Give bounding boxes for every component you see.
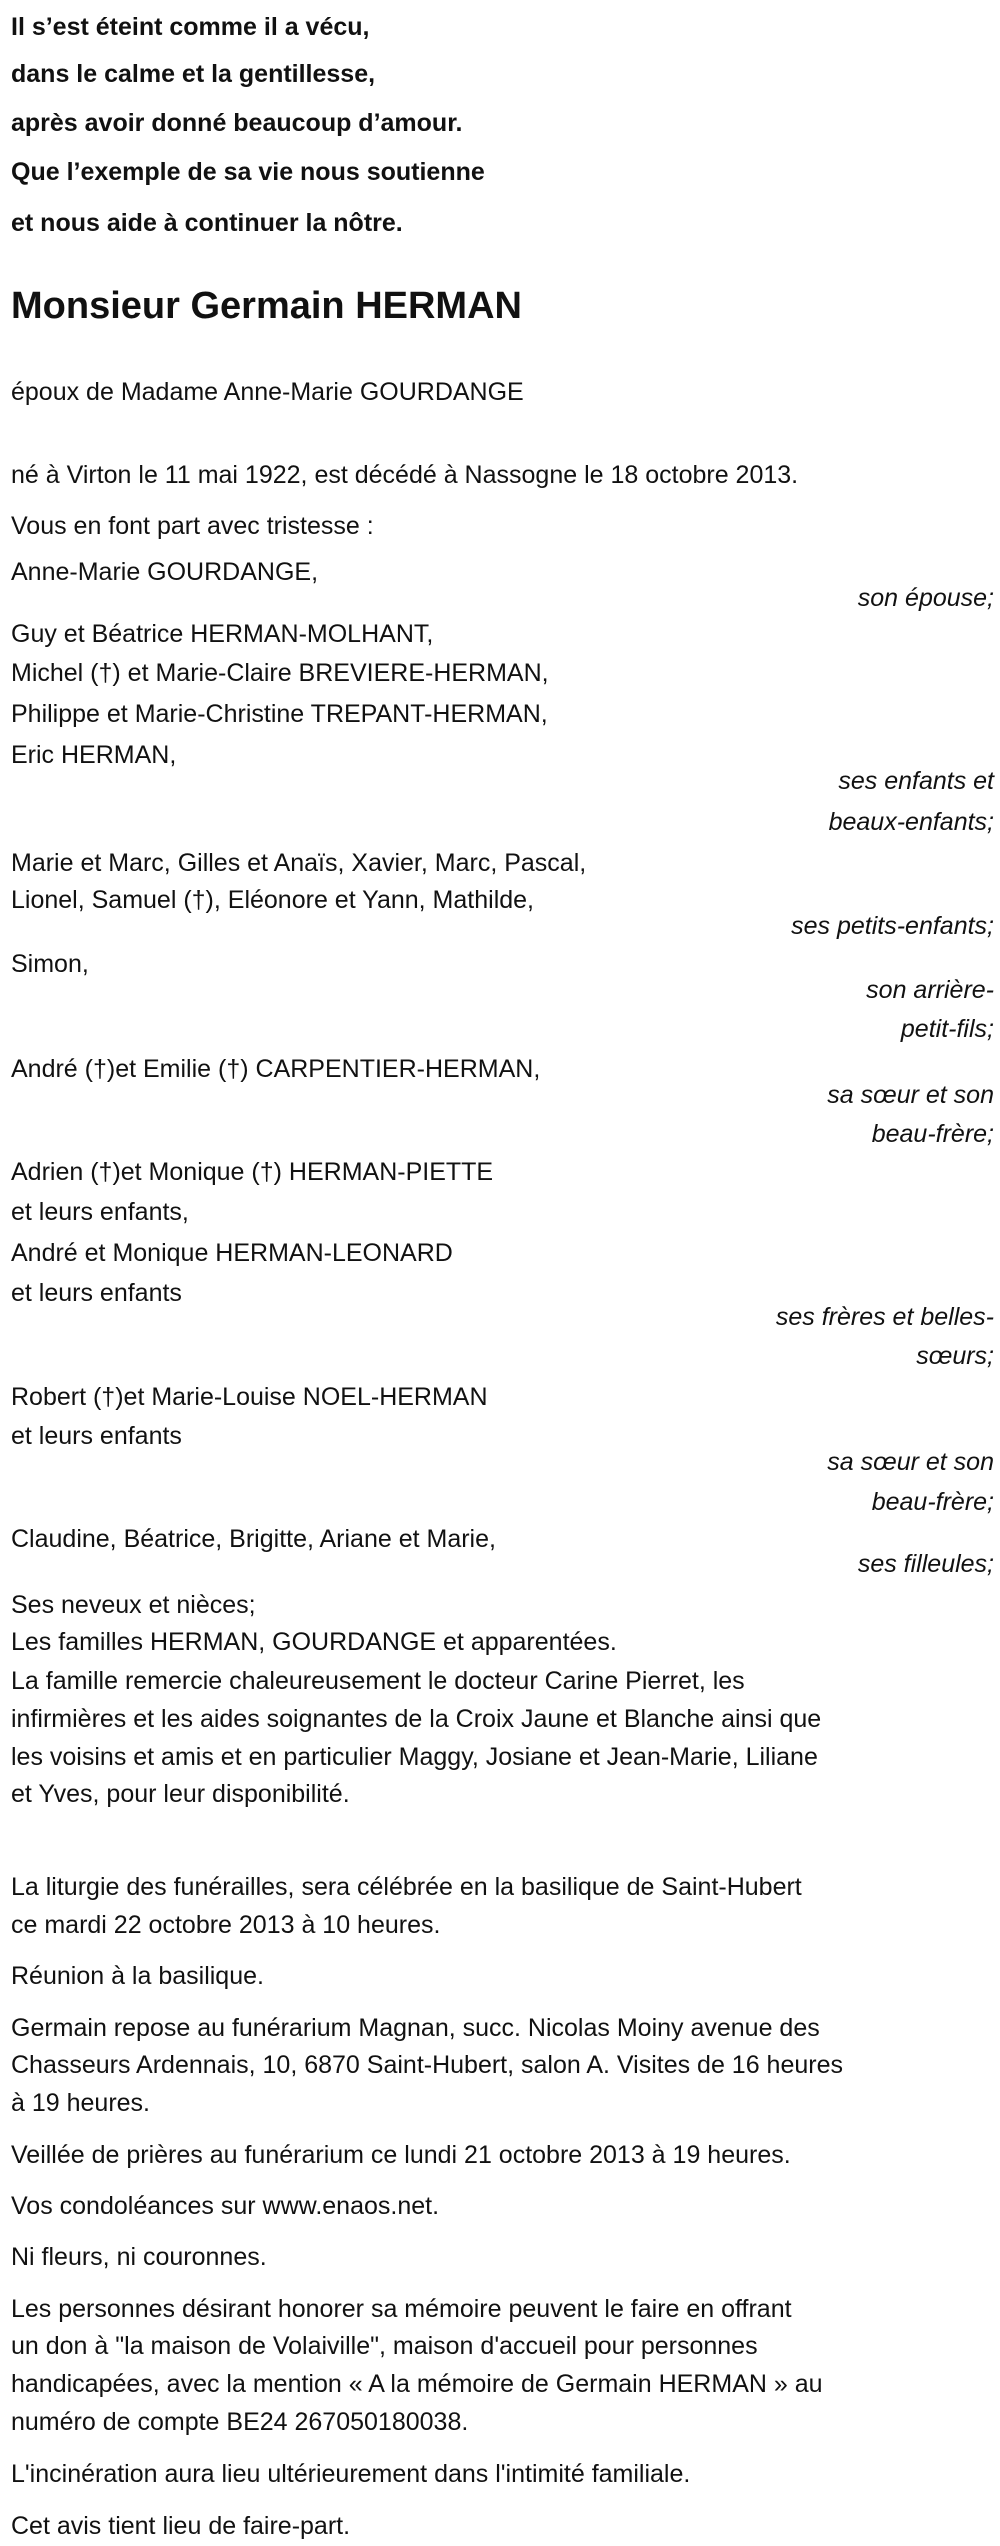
family-member-line: André (†)et Emilie (†) CARPENTIER-HERMAN,: [11, 1055, 541, 1083]
body-text-line: L'incinération aura lieu ultérieurement dans l'intimité familiale.: [11, 2460, 691, 2488]
body-text-line: Veillée de prières au funérarium ce lundi 21 octobre 2013 à 19 heures.: [11, 2141, 791, 2169]
family-member-line: Michel (†) et Marie-Claire BREVIERE-HERMAN,: [11, 659, 549, 687]
body-text-line: Les personnes désirant honorer sa mémoire peuvent le faire en offrant: [11, 2295, 792, 2323]
body-text-line: à 19 heures.: [11, 2089, 150, 2117]
body-text-line: Ses neveux et nièces;: [11, 1591, 256, 1619]
body-text-line: ce mardi 22 octobre 2013 à 10 heures.: [11, 1911, 441, 1939]
spouse-line: époux de Madame Anne-Marie GOURDANGE: [11, 378, 524, 406]
family-relation-label: son épouse;: [857, 584, 994, 612]
body-text-line: Vos condoléances sur www.enaos.net.: [11, 2192, 440, 2220]
family-member-line: Adrien (†)et Monique (†) HERMAN-PIETTE: [11, 1158, 494, 1186]
family-relation-label: beaux-enfants;: [828, 808, 994, 836]
family-member-line: et leurs enfants: [11, 1422, 182, 1450]
body-text-line: Germain repose au funérarium Magnan, succ. Nicolas Moiny avenue des: [11, 2014, 820, 2042]
family-relation-label: ses frères et belles-: [775, 1303, 994, 1331]
poem-line: après avoir donné beaucoup d’amour.: [11, 109, 463, 137]
intro-line: Vous en font part avec tristesse :: [11, 512, 374, 540]
body-text-line: La famille remercie chaleureusement le docteur Carine Pierret, les: [11, 1667, 745, 1695]
body-text-line: Réunion à la basilique.: [11, 1962, 264, 1990]
family-member-line: Marie et Marc, Gilles et Anaïs, Xavier, Marc, Pascal,: [11, 849, 587, 877]
body-text-line: un don à "la maison de Volaiville", maison d'accueil pour personnes: [11, 2332, 758, 2360]
family-relation-label: sa sœur et son: [827, 1081, 994, 1109]
family-relation-label: ses enfants et: [838, 767, 994, 795]
body-text-line: les voisins et amis et en particulier Maggy, Josiane et Jean-Marie, Liliane: [11, 1743, 818, 1771]
family-relation-label: petit-fils;: [900, 1015, 994, 1043]
poem-line: Que l’exemple de sa vie nous soutienne: [11, 158, 485, 186]
family-relation-label: beau-frère;: [871, 1120, 994, 1148]
body-text-line: Les familles HERMAN, GOURDANGE et apparentées.: [11, 1628, 617, 1656]
poem-line: dans le calme et la gentillesse,: [11, 60, 376, 88]
body-text-line: Chasseurs Ardennais, 10, 6870 Saint-Hubert, salon A. Visites de 16 heures: [11, 2051, 843, 2079]
family-member-line: Anne-Marie GOURDANGE,: [11, 558, 319, 586]
body-text-line: infirmières et les aides soignantes de la Croix Jaune et Blanche ainsi que: [11, 1705, 822, 1733]
family-relation-label: beau-frère;: [871, 1488, 994, 1516]
body-text-line: et Yves, pour leur disponibilité.: [11, 1780, 350, 1808]
body-text-line: numéro de compte BE24 267050180038.: [11, 2408, 469, 2436]
family-relation-label: ses petits-enfants;: [791, 912, 994, 940]
family-member-line: Robert (†)et Marie-Louise NOEL-HERMAN: [11, 1383, 488, 1411]
poem-line: et nous aide à continuer la nôtre.: [11, 209, 403, 237]
family-member-line: et leurs enfants,: [11, 1198, 189, 1226]
family-member-line: et leurs enfants: [11, 1279, 182, 1307]
family-member-line: Eric HERMAN,: [11, 741, 177, 769]
body-text-line: La liturgie des funérailles, sera célébrée en la basilique de Saint-Hubert: [11, 1873, 802, 1901]
body-text-line: handicapées, avec la mention « A la mémoire de Germain HERMAN » au: [11, 2370, 823, 2398]
page-title: Monsieur Germain HERMAN: [11, 285, 522, 327]
family-member-line: André et Monique HERMAN-LEONARD: [11, 1239, 453, 1267]
family-relation-label: ses filleules;: [857, 1550, 994, 1578]
family-member-line: Claudine, Béatrice, Brigitte, Ariane et Marie,: [11, 1525, 496, 1553]
poem-line: Il s’est éteint comme il a vécu,: [11, 13, 370, 41]
birth-death-line: né à Virton le 11 mai 1922, est décédé à Nassogne le 18 octobre 2013.: [11, 461, 799, 489]
family-relation-label: son arrière-: [866, 976, 994, 1004]
body-text-line: Ni fleurs, ni couronnes.: [11, 2243, 267, 2271]
family-member-line: Philippe et Marie-Christine TREPANT-HERMAN,: [11, 700, 548, 728]
family-relation-label: sa sœur et son: [827, 1448, 994, 1476]
family-member-line: Simon,: [11, 950, 89, 978]
family-member-line: Lionel, Samuel (†), Eléonore et Yann, Mathilde,: [11, 886, 534, 914]
body-text-line: Cet avis tient lieu de faire-part.: [11, 2512, 351, 2540]
family-relation-label: sœurs;: [916, 1342, 994, 1370]
family-member-line: Guy et Béatrice HERMAN-MOLHANT,: [11, 620, 434, 648]
